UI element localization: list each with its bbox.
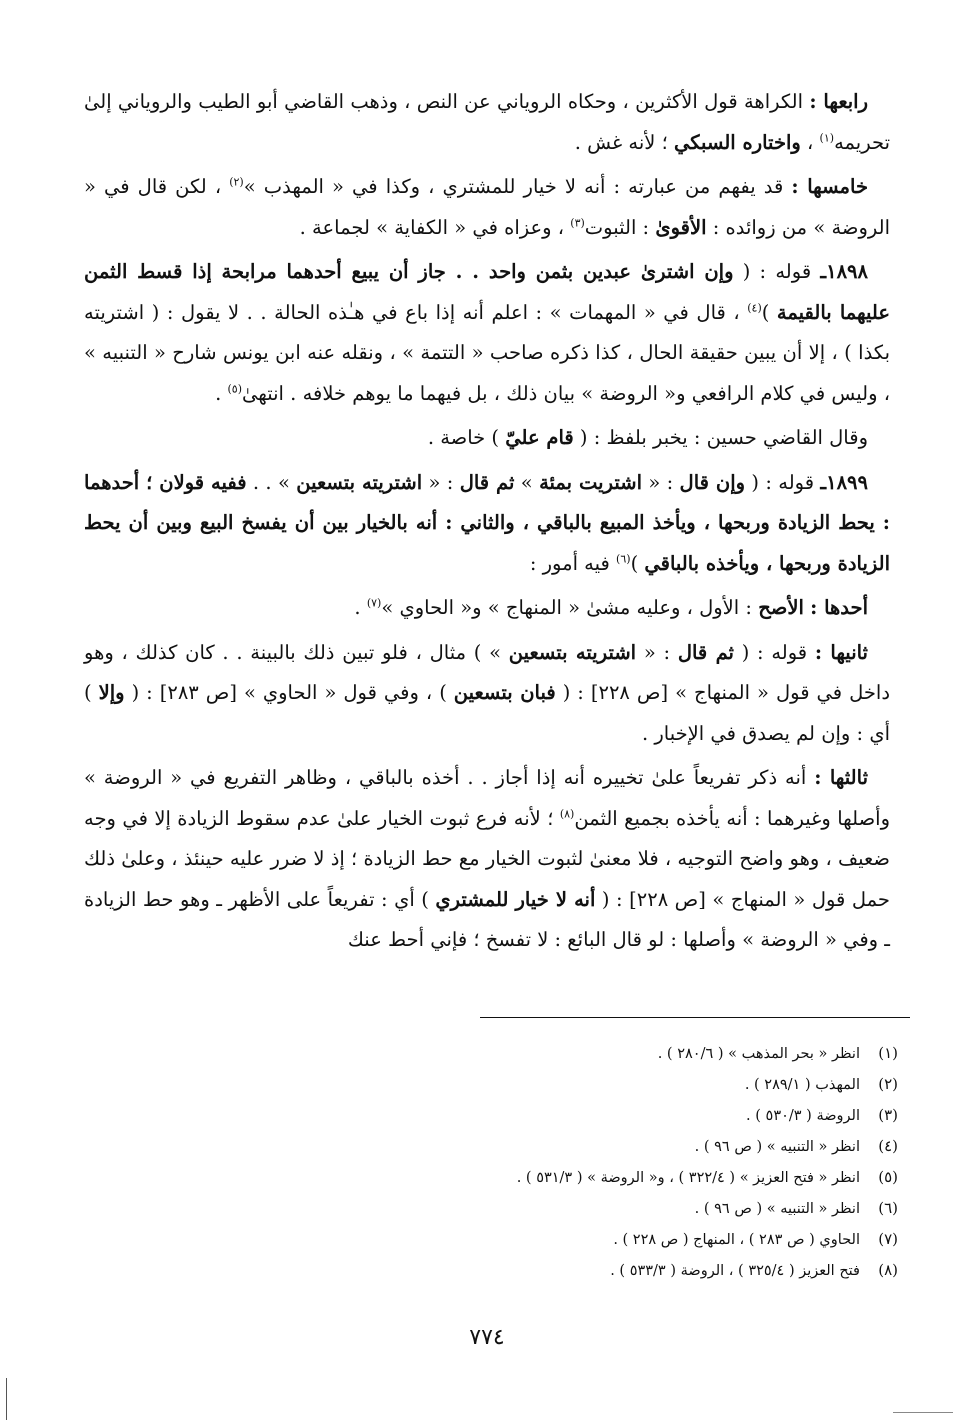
footnote-number: (٧) (878, 1230, 898, 1248)
footnote-ref: (٥) (227, 382, 242, 395)
text-run: فيه أمور : (529, 551, 617, 575)
paragraph (84, 633, 890, 755)
text-run: أنه ذكر تفريعاً علىٰ تخييره أنه إذا أجاز . . أخذه بالباقي ، وظاهر التفريع في « الروضة » وأصلها وغيرهما : أنه يأخذه بجميع الثمن (84, 766, 890, 830)
footnote-number: (٣) (878, 1106, 898, 1124)
footnote-item (78, 1131, 898, 1162)
bold-text: وإلا (98, 681, 125, 704)
paragraph (84, 252, 890, 414)
text-run: . (215, 381, 228, 405)
bold-text: وإن قال (679, 470, 746, 494)
paragraph (84, 82, 890, 163)
text-run: : « (636, 640, 678, 664)
text-run: قوله : ( (733, 260, 821, 283)
bold-text: وإن اشترىٰ عبدين بثمن واحد . . جاز أن يبيع أحدهما مرابحة إذا قسط الثمن عليهما بالقيمة (84, 260, 890, 324)
text-run: وقال القاضي حسين : يخبر بلفظ : ( (573, 426, 868, 449)
paragraph (84, 418, 890, 459)
bold-text: أنه لا خيار للمشتري (435, 887, 596, 911)
text-run: : « (422, 470, 460, 494)
text-run: قوله : ( (745, 470, 821, 494)
bold-text: اشتريته بتسعين (508, 640, 637, 664)
page-number: ٧٧٤ (469, 1325, 505, 1350)
text-run: ) (630, 551, 645, 575)
text-run: الكراهة قول الأكثرين ، وحكاه الروياني عن النص ، وذهب القاضي أبو الطيب والروياني إلىٰ تحريمه (84, 90, 890, 154)
main-text (84, 82, 890, 965)
footnote-text: انظر « بحر المذهب » ( ٢٨٠/٦ ) . (657, 1046, 860, 1062)
footnote-text: انظر « فتح العزيز » ( ٣٢٢/٤ ) ، و« الروضة » ( ٥٣١/٣ ) . (516, 1170, 860, 1186)
bold-text: ففيه قولان ؛ أحدهما : يحط الزيادة وربحها ، ويأخذ المبيع بالباقي ، والثاني : أنه بالخيار بين أن يفسخ البيع وبين أن يحط الزيادة وربحها ، ويأخذه بالباقي (84, 470, 890, 575)
paragraph-lead: ثالثها : (814, 766, 868, 789)
bold-text: اشتريت بمئة (539, 470, 643, 494)
text-run: ، (800, 130, 820, 154)
text-run: قد يفهم من عبارته : أنه لا خيار للمشتري ، وكذا في « المهذب » (243, 175, 792, 198)
text-run: : الأول ، وعليه مشىٰ « المنهاج » و« الحاوي » (381, 596, 759, 619)
paragraph (84, 758, 890, 961)
footnote-ref: (٢) (229, 175, 244, 189)
footnote-number: (٤) (878, 1137, 898, 1155)
footnote-ref: (١) (819, 131, 835, 144)
footnote-number: (٢) (878, 1075, 898, 1093)
bold-text: الأقوىٰ (655, 215, 707, 239)
footnote-item (78, 1100, 898, 1131)
text-run: ) أي : تفريعاً على الأظهر ـ وهو حط الزيادة ـ وفي « الروضة » وأصلها : لو قال البائع : لا تفسخ ؛ فإني أحط عنك (84, 887, 890, 951)
text-run: ؛ لأنه فرع ثبوت الخيار علىٰ عدم سقوط الزيادة إلا في وجه ضعيف ، وهو واضح التوجيه ، فلا معنىٰ لثبوت الخيار مع حط الزيادة ؛ إذ لا ضرر عليه حينئذ ، وعلىٰ ذلك حمل قول « المنهاج » [ص ٢٢٨] : ( (84, 806, 890, 911)
text-run: ، قال في « المهمات » : اعلم أنه إذا باع في هـٰذه الحالة . . لا يقول : ( اشتريته بكذا ) ، إلا أن يبين حقيقة الحال ، كذا ذكره صاحب « التتمة » ، ونقله عنه ابن يونس شارح « التنبيه » ، وليس في كلام الرافعي و« الروضة » بيان ذلك ، بل فيهما ما يوهم خلافه . انتهىٰ (84, 300, 890, 405)
footnote-number: (١) (878, 1044, 898, 1062)
text-run: ) ، وفي قول « الحاوي » [ص ٢٨٣] : ( (124, 681, 454, 704)
footnote-ref: (٤) (747, 301, 762, 314)
footnote-item (78, 1255, 898, 1286)
paragraph (84, 463, 890, 585)
footnote-ref: (٣) (570, 216, 585, 229)
footnote-separator (480, 1017, 910, 1018)
footnote-item (78, 1162, 898, 1193)
bold-text: اشتريته بتسعين (296, 470, 423, 494)
text-run: ، لكن قال في « الروضة » من زوائده : (84, 175, 890, 239)
text-run: قوله : ( (733, 640, 815, 664)
scan-edge-mark (6, 1378, 7, 1420)
footnote-ref: (٧) (366, 596, 382, 610)
bold-text: فبان بتسعين (453, 681, 556, 704)
bold-text: الأصح (758, 596, 804, 619)
text-run: ، وعزاه في « الكفاية » لجماعة . (299, 215, 571, 239)
text-run: ؛ لأنه غش . (574, 130, 675, 154)
paragraph-lead: أحدها : (810, 596, 868, 619)
bold-text: واختاره السبكي (674, 130, 801, 154)
footnote-text: انظر « التنبيه » ( ص ٩٦ ) . (694, 1139, 860, 1155)
scan-edge-mark-bottom (893, 1412, 953, 1413)
footnote-text: فتح العزيز ( ٣٢٥/٤ ) ، الروضة ( ٥٣٣/٣ ) . (610, 1263, 860, 1279)
bold-text: ثم قال (677, 640, 734, 664)
footnote-item (78, 1038, 898, 1069)
footnote-text: الحاوي ( ص ٢٨٣ ) ، المنهاج ( ص ٢٢٨ ) . (613, 1232, 860, 1248)
footnote-text: المهذب ( ٢٨٩/١ ) . (744, 1077, 860, 1093)
bold-text: قام عليّ (505, 426, 574, 449)
paragraph-lead: ١٨٩٩ـ (820, 470, 868, 494)
text-run: » (514, 470, 540, 494)
footnote-item (78, 1069, 898, 1100)
footnotes (78, 1038, 898, 1286)
text-run: ) (761, 300, 777, 324)
footnote-number: (٥) (878, 1168, 898, 1186)
footnote-item (78, 1224, 898, 1255)
paragraph (84, 167, 890, 248)
paragraph-lead: ١٨٩٨ـ (820, 260, 868, 283)
text-run: . (354, 596, 367, 619)
paragraph-lead: رابعها : (809, 90, 868, 113)
text-run: : « (642, 470, 680, 494)
footnote-ref: (٨) (559, 807, 575, 820)
paragraph-lead: خامسها : (791, 175, 868, 198)
text-run: ) أي : وإن لم يصدق في الإخبار . (84, 681, 890, 745)
footnote-item (78, 1193, 898, 1224)
text-run: : الثبوت (584, 215, 656, 239)
paragraph-lead: ثانيها : (814, 640, 868, 664)
text-run: » ) مثال ، فلو تبين ذلك بالبينة . . كان كذلك ، وهو داخل في قول « المنهاج » [ص ٢٢٨] : ( (84, 640, 891, 704)
footnote-number: (٨) (878, 1261, 898, 1279)
paragraph (84, 588, 890, 629)
text-run: » . . (246, 470, 297, 494)
bold-text: ثم قال (459, 470, 515, 494)
text-run: ) خاصة . (427, 426, 506, 449)
footnote-text: انظر « التنبيه » ( ص ٩٦ ) . (694, 1201, 860, 1217)
footnote-ref: (٦) (616, 552, 631, 565)
footnote-number: (٦) (878, 1199, 898, 1217)
footnote-text: الروضة ( ٥٣٠/٣ ) . (746, 1108, 860, 1124)
